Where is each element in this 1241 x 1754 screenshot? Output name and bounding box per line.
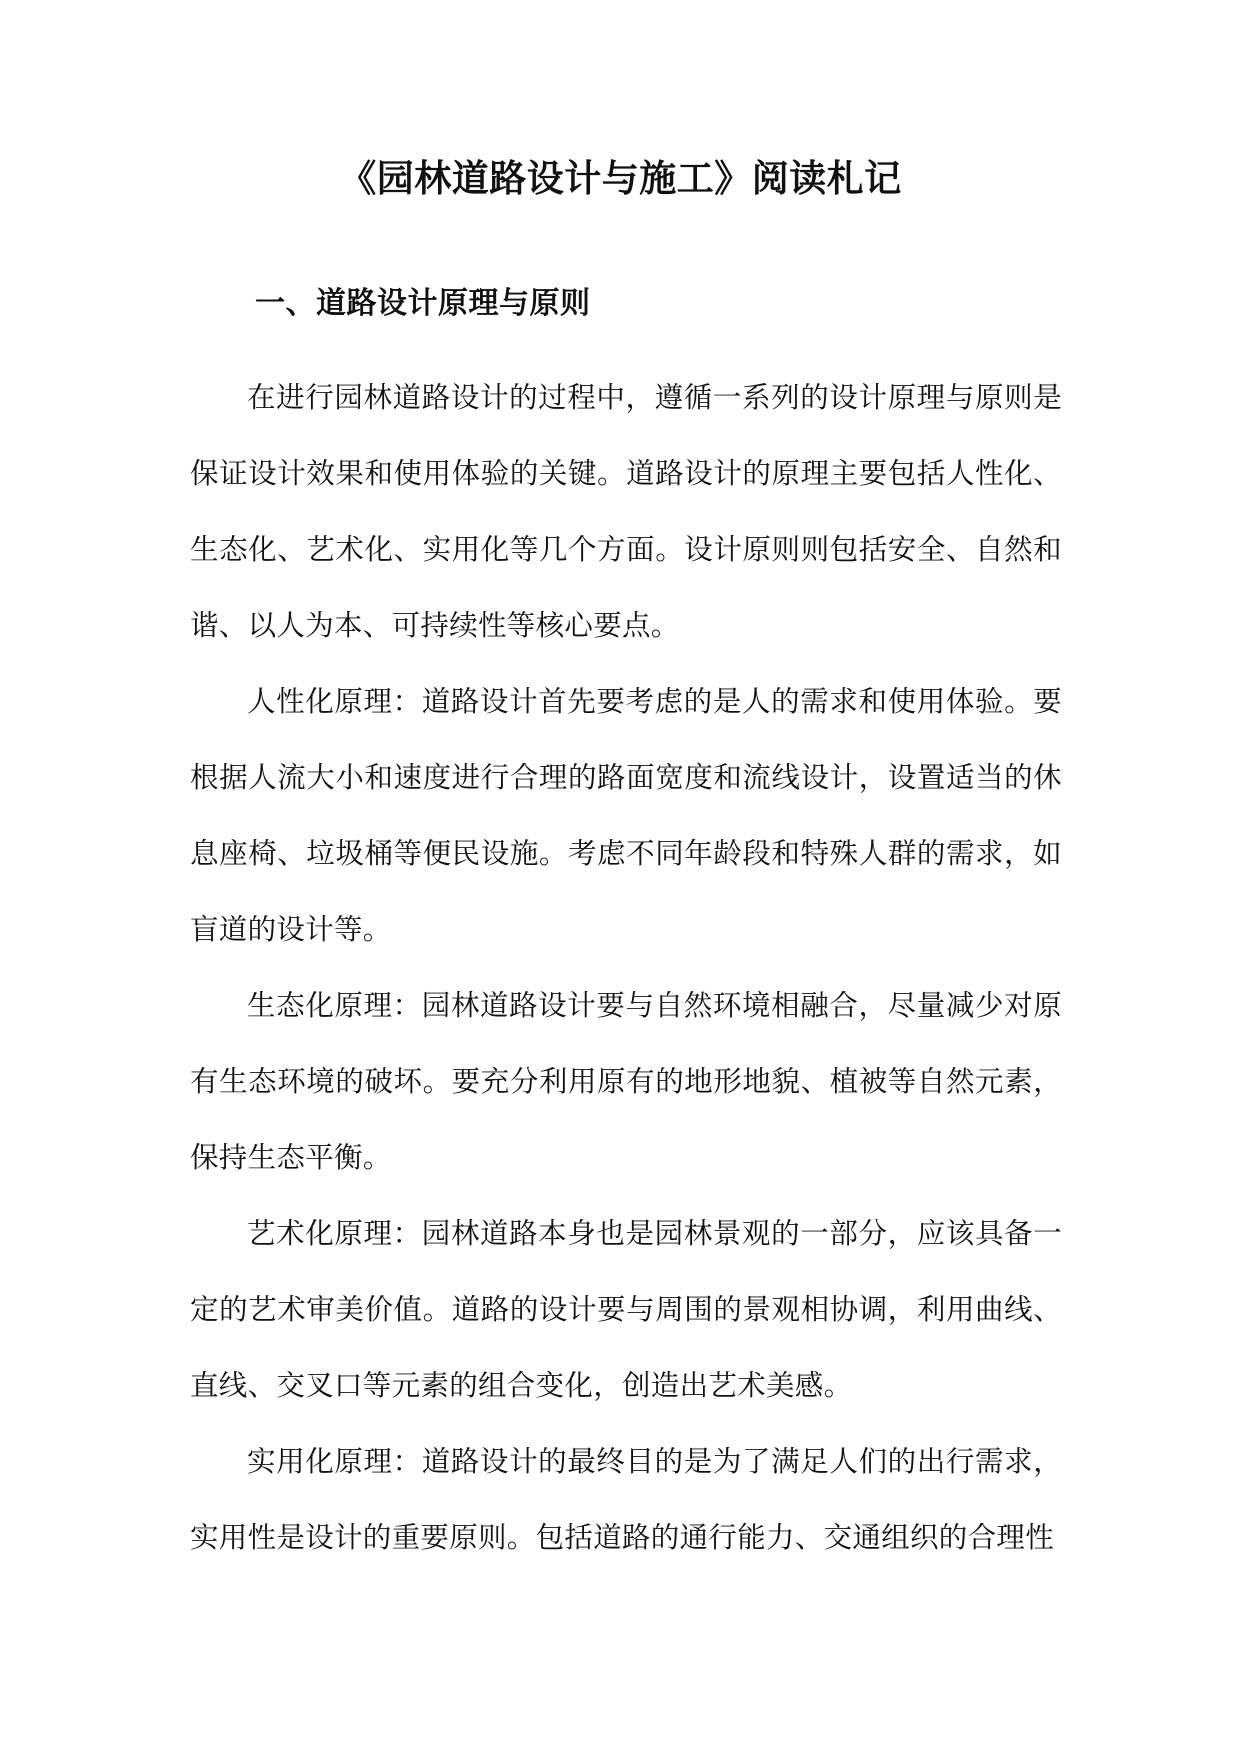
section-body	[190, 360, 1062, 1576]
paragraph-ecology: 生态化原理：园林道路设计要与自然环境相融合，尽量减少对原有生态环境的破坏。要充分利用原有的地形地貌、植被等自然元素，保持生态平衡。	[190, 989, 1062, 1174]
paragraph-intro: 在进行园林道路设计的过程中，遵循一系列的设计原理与原则是保证设计效果和使用体验的关键。道路设计的原理主要包括人性化、生态化、艺术化、实用化等几个方面。设计原则则包括安全、自然和谐、以人为本、可持续性等核心要点。	[190, 381, 1062, 642]
paragraph-humanization: 人性化原理：道路设计首先要考虑的是人的需求和使用体验。要根据人流大小和速度进行合理的路面宽度和流线设计，设置适当的休息座椅、垃圾桶等便民设施。考虑不同年龄段和特殊人群的需求，如盲道的设计等。	[190, 685, 1062, 946]
paragraph-artistry: 艺术化原理：园林道路本身也是园林景观的一部分，应该具备一定的艺术审美价值。道路的设计要与周围的景观相协调，利用曲线、直线、交叉口等元素的组合变化，创造出艺术美感。	[190, 1217, 1062, 1402]
section-heading: 一、道路设计原理与原则	[255, 286, 591, 321]
document-title: 《园林道路设计与施工》阅读札记	[339, 156, 902, 200]
paragraph-practicality: 实用化原理：道路设计的最终目的是为了满足人们的出行需求，实用性是设计的重要原则。包括道路的通行能力、交通组织的合理性	[190, 1445, 1062, 1554]
